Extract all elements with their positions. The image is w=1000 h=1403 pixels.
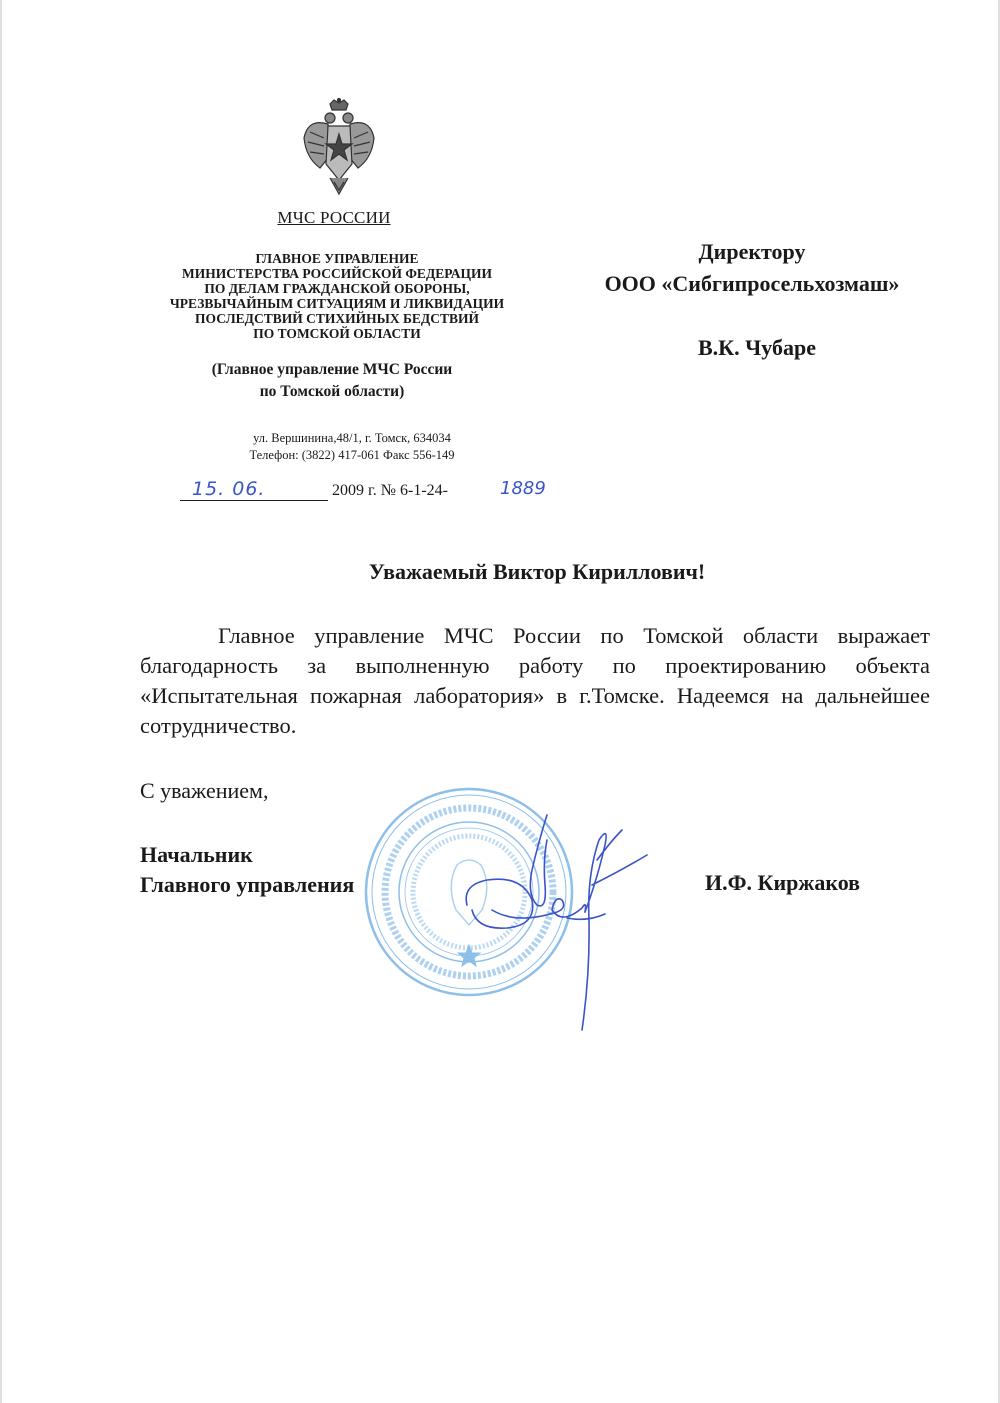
recipient-name: В.К. Чубаре xyxy=(698,335,816,360)
letter-body: Главное управление МЧС России по Томской области выражает благодарность за выполненную работу по проектированию объекта «Испытательная пожарная лаборатория» в г.Томске. Надеемся на дальнейшее сотрудничество. xyxy=(140,623,930,738)
recipient-company: ООО «Сибгипросельхозмаш» xyxy=(604,271,900,296)
signatory-title-line: Главного управления xyxy=(140,872,355,897)
org-full-line: ГЛАВНОЕ УПРАВЛЕНИЕ xyxy=(255,251,419,266)
greeting: Уважаемый Виктор Кириллович! xyxy=(368,559,706,584)
org-full-line: ПОСЛЕДСТВИЙ СТИХИЙНЫХ БЕДСТВИЙ xyxy=(195,311,479,326)
org-contacts xyxy=(152,430,552,464)
org-full-line: ПО ТОМСКОЙ ОБЛАСТИ xyxy=(253,326,421,341)
org-short-name: МЧС РОССИИ xyxy=(277,208,391,227)
org-full-line: ЧРЕЗВЫЧАЙНЫМ СИТУАЦИЯМ И ЛИКВИДАЦИИ xyxy=(169,296,505,311)
signatory-title-line: Начальник xyxy=(140,842,253,867)
recipient-block xyxy=(557,236,947,364)
handwritten-number: 1889 xyxy=(500,478,546,499)
closing: С уважением, xyxy=(140,778,269,803)
emchs-emblem-icon xyxy=(300,98,378,198)
recipient-position: Директору xyxy=(698,239,806,264)
year-and-outgoing-number: 2009 г. № 6-1-24- xyxy=(332,482,449,499)
org-address: ул. Вершинина,48/1, г. Томск, 634034 xyxy=(253,431,451,445)
org-full-line: ПО ДЕЛАМ ГРАЖДАНСКОЙ ОБОРОНЫ, xyxy=(204,281,470,296)
handwritten-signature xyxy=(447,800,657,1035)
date-number-line xyxy=(180,478,580,508)
org-paren-line: (Главное управление МЧС России xyxy=(211,361,453,378)
org-full-line: МИНИСТЕРСТВА РОССИЙСКОЙ ФЕДЕРАЦИИ xyxy=(181,266,493,281)
signatory-title xyxy=(140,840,354,900)
org-phone-fax: Телефон: (3822) 417-061 Факс 556-149 xyxy=(249,448,455,462)
org-abbreviated-name xyxy=(132,359,532,403)
signatory-name: И.Ф. Киржаков xyxy=(705,870,861,895)
date-underline xyxy=(180,500,328,501)
handwritten-date: 15. 06. xyxy=(192,478,266,500)
org-paren-line: по Томской области) xyxy=(259,383,405,400)
org-full-name xyxy=(132,251,542,341)
